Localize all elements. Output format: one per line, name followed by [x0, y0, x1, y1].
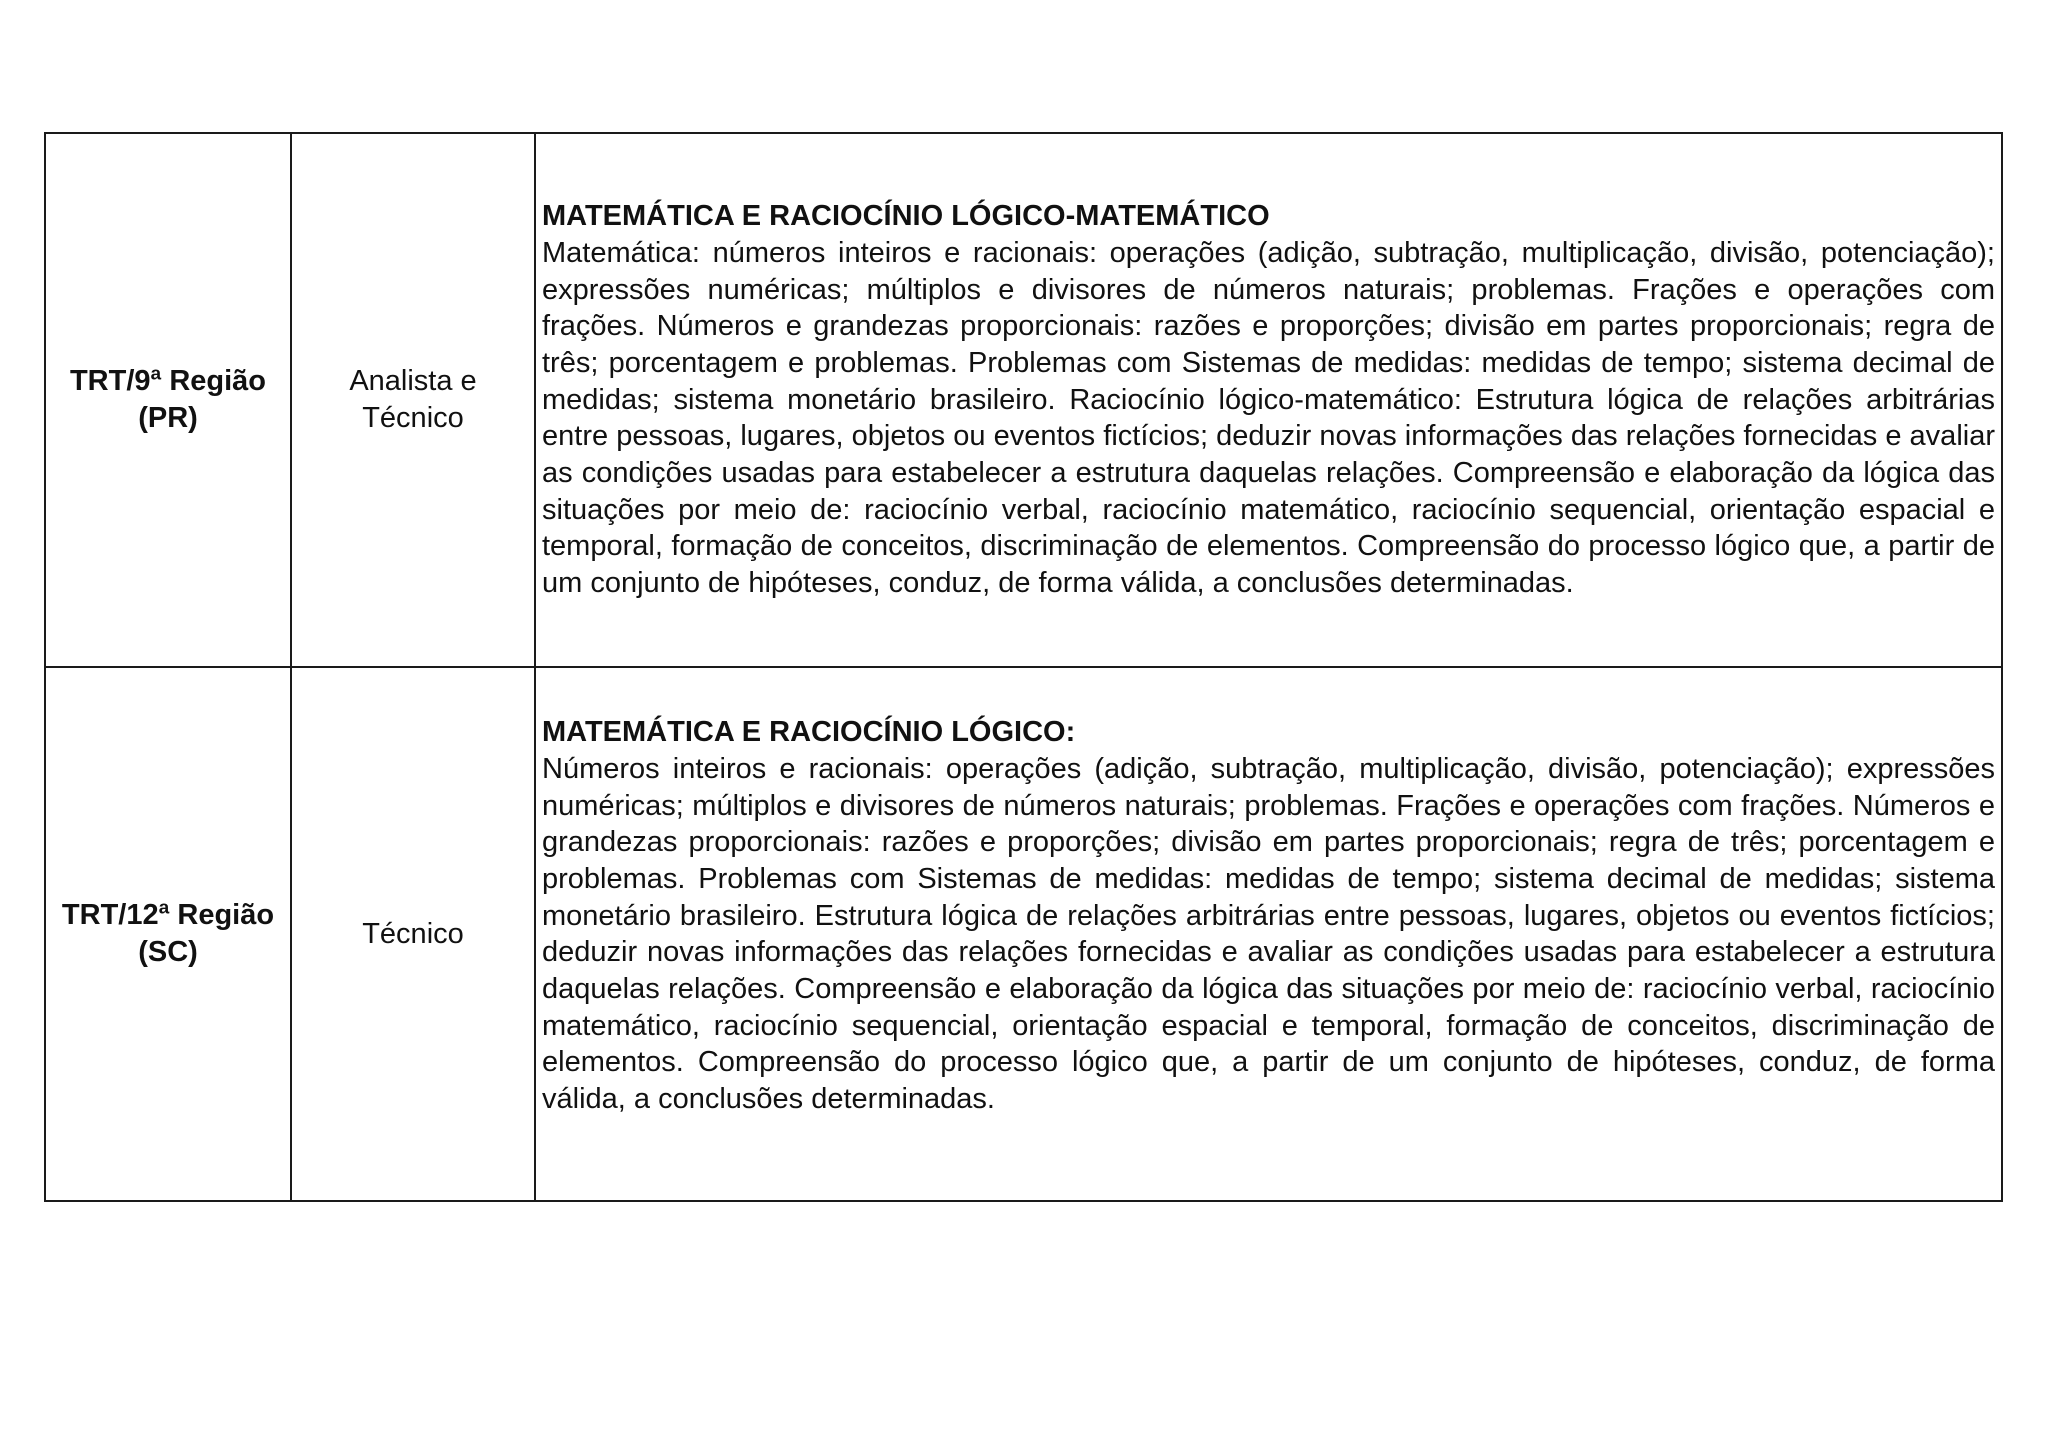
section-heading: MATEMÁTICA E RACIOCÍNIO LÓGICO-MATEMÁTICO	[542, 200, 1270, 233]
content-cell	[535, 133, 2002, 667]
role-line: Técnico	[362, 402, 464, 434]
org-name: TRT/9ª Região	[69, 365, 267, 397]
org-name: TRT/12ª Região	[61, 899, 275, 931]
role-line: Analista e	[349, 365, 477, 397]
org-cell	[45, 133, 291, 667]
content-cell	[535, 667, 2002, 1201]
org-cell	[45, 667, 291, 1201]
section-heading: MATEMÁTICA E RACIOCÍNIO LÓGICO:	[542, 716, 1076, 749]
syllabus-table	[44, 132, 2003, 1202]
org-state: (PR)	[138, 402, 198, 434]
section-body: Matemática: números inteiros e racionais: operações (adição, subtração, multiplicação, divisão, potenciação); expressões numéricas; múltiplos e divisores de números naturais; problemas. Frações e operações com frações. Números e grandezas proporcionais: razões e proporções; divisão em partes proporcionais; regra de três; porcentagem e problemas. Problemas com Sistemas de medidas: medidas de tempo; sistema decimal de medidas; sistema monetário brasileiro. Raciocínio lógico-matemático: Estrutura lógica de relações arbitrárias entre pessoas, lugares, objetos ou eventos fictícios; deduzir novas informações das relações fornecidas e avaliar as condições usadas para estabelecer a estrutura daquelas relações. Compreensão e elaboração da lógica das situações por meio de: raciocínio verbal, raciocínio matemático, raciocínio sequencial, orientação espacial e temporal, formação de conceitos, discriminação de elementos. Compreensão do processo lógico que, a partir de um conjunto de hipóteses, conduz, de forma válida, a conclusões determinadas.	[542, 236, 1995, 600]
role-cell	[291, 667, 535, 1201]
section-body: Números inteiros e racionais: operações (adição, subtração, multiplicação, divisão, potenciação); expressões numéricas; múltiplos e divisores de números naturais; problemas. Frações e operações com frações. Números e grandezas proporcionais: razões e proporções; divisão em partes proporcionais; regra de três; porcentagem e problemas. Problemas com Sistemas de medidas: medidas de tempo; sistema decimal de medidas; sistema monetário brasileiro. Estrutura lógica de relações arbitrárias entre pessoas, lugares, objetos ou eventos fictícios; deduzir novas informações das relações fornecidas e avaliar as condições usadas para estabelecer a estrutura daquelas relações. Compreensão e elaboração da lógica das situações por meio de: raciocínio verbal, raciocínio matemático, raciocínio sequencial, orientação espacial e temporal, formação de conceitos, discriminação de elementos. Compreensão do processo lógico que, a partir de um conjunto de hipóteses, conduz, de forma válida, a conclusões determinadas.	[542, 752, 1995, 1116]
role-line: Técnico	[362, 917, 464, 950]
table-row	[45, 133, 2002, 667]
role-cell	[291, 133, 535, 667]
table-row	[45, 667, 2002, 1201]
org-state: (SC)	[138, 936, 198, 968]
